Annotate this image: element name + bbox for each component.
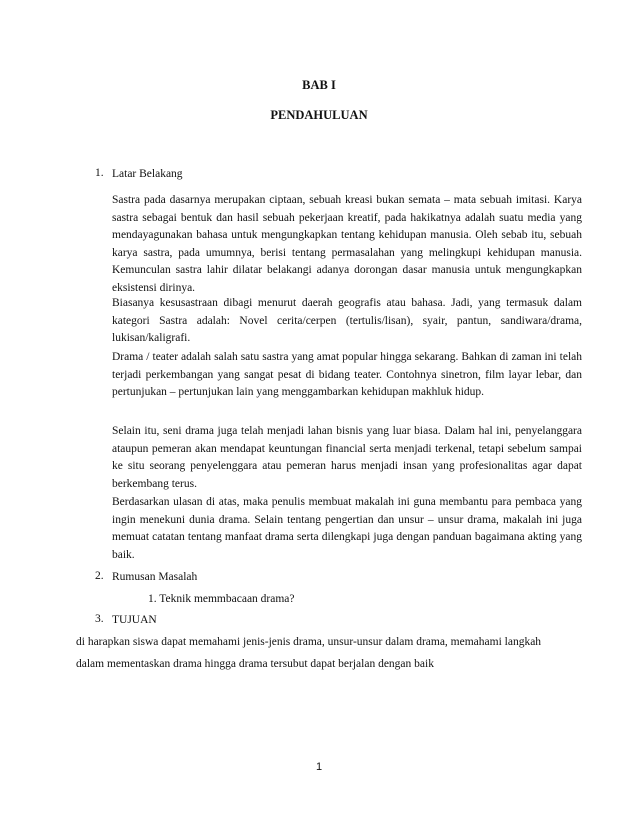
tujuan-line-1: di harapkan siswa dapat memahami jenis-jenis drama, unsur-unsur dalam drama, memahami langkah xyxy=(76,636,542,648)
section-title-latar-belakang: Latar Belakang xyxy=(112,168,183,180)
rumusan-item: 1. Teknik memmbacaan drama? xyxy=(148,593,295,605)
page-number: 1 xyxy=(315,761,323,773)
paragraph-3: Drama / teater adalah salah satu sastra yang amat popular hingga sekarang. Bahkan di zaman ini telah terjadi perkembangan yang sangat pesat di bidang teater. Contohnya sinetron, film layar lebar, dan pertunjukan – pertunjukan lain yang menggambarkan kehidupan makhluk hidup. xyxy=(112,351,582,398)
section-number: 3. xyxy=(95,613,104,625)
section-number: 1. xyxy=(95,167,104,179)
section-title-rumusan-masalah: Rumusan Masalah xyxy=(112,571,198,583)
tujuan-line-2: dalam mementaskan drama hingga drama tersubut dapat berjalan dengan baik xyxy=(76,658,434,670)
chapter-title: PENDAHULUAN xyxy=(270,108,368,122)
section-number: 2. xyxy=(95,570,104,582)
paragraph-1: Sastra pada dasarnya merupakan ciptaan, sebuah kreasi bukan semata – mata sebuah imitasi. Karya sastra sebagai bentuk dan hasil sebuah pekerjaan kreatif, pada hakikatnya adalah suatu media yang mendayagunakan bahasa untuk mengungkapkan tentang kehidupan manusia. Oleh sebab itu, sebuah karya sastra, pada umumnya, berisi tentang permasalahan yang melingkupi kehidupan manusia. Kemunculan sastra lahir dilatar belakangi adanya dorongan dasar manusia untuk mengungkapkan eksistensi dirinya. xyxy=(112,194,582,294)
paragraph-5: Berdasarkan ulasan di atas, maka penulis membuat makalah ini guna membantu para pembaca yang ingin menekuni dunia drama. Selain tentang pengertian dan unsur – unsur drama, makalah ini juga memuat catatan tentang manfaat drama serta dilengkapi juga dengan panduan bagaimana akting yang baik. xyxy=(112,496,582,561)
section-title-tujuan: TUJUAN xyxy=(112,614,157,626)
chapter-number: BAB I xyxy=(302,78,336,92)
paragraph-4: Selain itu, seni drama juga telah menjadi lahan bisnis yang luar biasa. Dalam hal ini, penyelanggara ataupun pemeran akan mendapat keuntungan financial serta menjadi terkenal, tetapi sebelum sampai ke situ seorang penyelenggara atau pemeran harus menjadi insan yang profesionalitas agar dapat berkembang terus. xyxy=(112,425,582,490)
paragraph-2: Biasanya kesusastraan dibagi menurut daerah geografis atau bahasa. Jadi, yang termasuk dalam kategori Sastra adalah: Novel cerita/cerpen (tertulis/lisan), syair, pantun, sandiwara/drama, lukisan/kaligrafi. xyxy=(112,297,582,344)
